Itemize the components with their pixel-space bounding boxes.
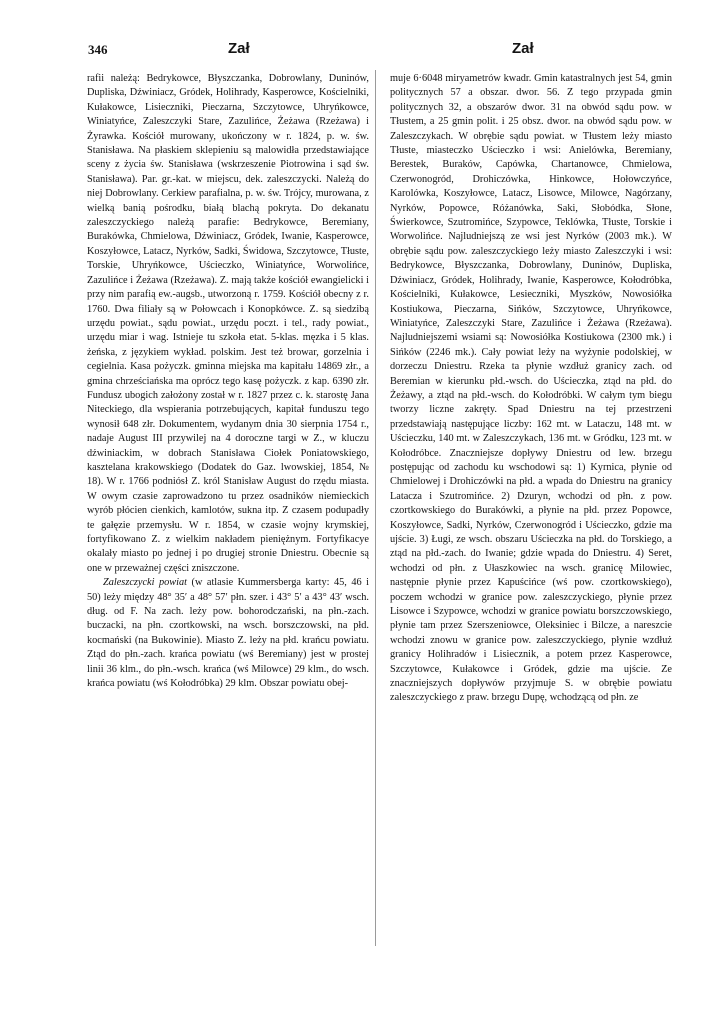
column-divider (375, 70, 376, 946)
page-number: 346 (88, 42, 108, 57)
running-headword-left: Zał (228, 40, 250, 57)
page-header (0, 40, 720, 62)
entry-body: (w atlasie Kummersberga karty: 45, 46 i 50) leży między 48° 35′ a 48° 57′ płn. szer. i 43° 5′ a 43° 43′ wsch. dług. od F. Na zach. leży pow. bohorodczański, na płn.-zach. buczacki, na płn. czortkowski, na wsch. borszczowski, na płd. kocmański (na Bukowinie). Miasto Z. leży na płd. krańcu powiatu. Ztąd do płn.-zach. krańca powiatu (wś Beremiany) jest w prostej linii 36 klm., do płn.-wsch. krańca (wś Milowce) 29 klm., do wsch. krańca powiatu (wś Kołodróbka) 29 klm. Obszar powiatu obej- (87, 577, 369, 690)
entry-zaleszczyki-continuation: rafii należą: Bedrykowce, Błyszczanka, Dobrowlany, Duninów, Dupliska, Dźwiniacz, Gródek, Holihrady, Kasperowce, Kościelniki, Kułakowce, Lisieczniki, Pieczarna, Szczytowce, Uhryńkowce, Winiatyńce, Zaleszczyki Stare, Zazulińce, Żeżawa (Rzeżawa) i Żyrawka. Kościół murowany, ukończony w r. 1824, p. w. św. Stanisława. Na płaskiem sklepieniu są malowidła przedstawiające sceny z życia św. Stanisława (wskrzeszenie Piotrowina i sąd św. Stanisława). Par. gr.-kat. w miejscu, dek. zaleszczycki. Należą do niej Dobrowlany. Cerkiew parafialna, p. w. św. Trójcy, murowana, z wielką banią pośrodku, białą blachą pokryta. Do dekanatu zaleszczyckiego należą parafie: Bedrykowce, Beremiany, Burakówka, Chmielowa, Dźwiniacz, Gródek, Iwanie, Kasperowce, Koszyłowce, Latacz, Nyrków, Sadki, Świdowa, Szczytowce, Tłuste, Torskie, Uhryńkowce, Uścieczko, Winiatyńce, Worwolińce, Zazulińce i Żeżawa (Rzeżawa). Z. mają także kościół ewangielicki i przy nim parafią ew.-augsb., utworzoną r. 1759. Kościół obecny z r. 1760. Dwa filiały są w Połowcach i Konopkówce. Z. są siedzibą urzędu powiat., sądu powiat., urzędu poczt. i tel., rady powiat., urzędu miar i wag. Istnieje tu szkoła etat. 5-klas. męzka i 5 klas. żeńska, z językiem wykład. polskim. Jest też browar, gorzelnia i cegielnia. Kasa pożyczk. gminna miejska ma kapitału 14869 złr., a gmina chrześciańska ma oprócz tego kasę pożyczk. z kap. 6390 złr. Fundusz ubogich założony został w r. 1827 przez c. k. starostę Jana Niteckiego, dla wspierania potrzebujących, kapitał funduszu tego wynosił 648 złr. Dokumentem, wydanym dnia 30 sierpnia 1754 r., nadaje August III przywilej na 4 doroczne targi w Z., w kluczu dźwiniackim, w dobrach Stanisława Ciołek Poniatowskiego, kasztelana krakowskiego (Dodatek do Gaz. lwowskiej, 1854, № 18). W r. 1766 podniósł Z. król Stanisław August do rzędu miasta. W owym czasie zaprowadzono tu przez osadników niemieckich wyrób płócien cienkich, kamlotów, sukna itp. Z czasem podupadły te gałęzie przemysłu. W r. 1854, w czasie wojny krymskiej, fortyfikowano Z. z wielkim nakładem pieniężnym. Fortyfikacye okalały miasto po jednej i po drugiej stronie Dniestru. Obecnie są one w przeważnej części zniszczone. (87, 73, 369, 574)
entry-zaleszczycki-powiat (87, 576, 369, 691)
right-text-column (390, 72, 672, 706)
running-headword-right: Zał (512, 40, 534, 57)
entry-powiat-continuation: muje 6·6048 miryametrów kwadr. Gmin katastralnych jest 54, gmin politycznych 57 a obszar. dwor. 56. Z tego przypada gmin politycznych 32, a obszarów dwor. 31 na obwód sądu pow. w Tłustem, a 25 gmin polit. i 25 obsz. dwor. na obwód sądu pow. w Zaleszczykach. W obrębie sądu powiat. w Tłustem leży miasto Tłuste, miasteczko Uścieczko i wsi: Anielówka, Beremiany, Berestek, Buraków, Capówka, Chartanowce, Chmielowa, Czerwonogród, Drohiczówka, Hinkowce, Hołowczyńce, Karolówka, Koszyłowce, Latacz, Lisowce, Milowce, Nagórzany, Nyrków, Popowce, Różanówka, Saki, Słobódka, Słone, Świerkowce, Szutromińce, Szypowce, Teklówka, Tłuste, Torskie i Worwolińce. Najludniejszą ze wsi jest Nyrków (2003 mk.). W obrębie sądu pow. zaleszczyckiego leży miasto Zaleszczyki i wsi: Bedrykowce, Błyszczanka, Dobrowlany, Duninów, Dupliska, Dźwiniacz, Gródek, Holihrady, Iwanie, Kasperowce, Kołodróbka, Kościelniki, Kułakowce, Lesieczniki, Myszków, Nowosiółka Kostiukowa, Pieczarna, Sińków, Szczytowce, Uhryńkowce, Winiatyńce, Zaleszczyki Stare, Zazulińce i Żeżawa (Rzeżawa). Najludniejszemi wsiami są: Nowosiółka Kostiukowa (2300 mk.) i Sińków (2246 mk.). Cały powiat leży na wyżynie podolskiej, w dorzeczu Dniestru. Rzeka ta płynie wzdłuż granicy zach. od Beremian w kierunku płd.-wsch. do Uścieczka, ztąd na płd. do Żeżawy, a ztąd na płd.-wsch. do Kołodróbki. W całym tym biegu tworzy liczne zakręty. Spad Dniestru na tej przestrzeni przedstawiają następujące liczby: 162 mt. w Lataczu, 148 mt. w Uścieczku, 140 mt. w Zaleszczykach, 136 mt. w Gródku, 123 mt. w Kołodróbce. Znaczniejsze dopływy Dniestru od lew. brzegu postępując od zachodu ku wschodowi są: 1) Kyrnica, płynie od Chmielowej i Drohiczówki na płd. a wpada do Dniestru na granicy Latacza i Szutromińce. 2) Dzuryn, wchodzi od płn. z pow. czortkowskiego do Burakówki, a płynie na płd. przez Popowce, Koszyłowce, Sadki, Nyrków, Czerwonogród i Uścieczko, gdzie ma ujście. 3) Ługi, ze wsch. obszaru Uścieczka na płd. do Torskiego, a ztąd na płd.-zach. do Iwanie; gdzie wpada do Dniestru. 4) Seret, wchodzi od płn. z Ułaszkowiec na wsch. granicę Milowiec, następnie płynie przez Kapuścińce (wś pow. czortkowskiego), poczem wchodzi w granice pow. zaleszczyckiego, płynie przez Lisowce i Szypowce, wchodzi w granice powiatu borszczowskiego, płynie tam przez Szerszeniowce, Oleksiniec i Bilcze, a nareszcie wchodzi znowu w granice pow. zaleszczyckiego, płynie wzdłuż granicy Holihradów i Lisiecznik, a potem przez Kasperowce, Szczytowce, Kułakowce i Gródek, gdzie ma ujście. Ze znaczniejszych dopływów przyjmuje S. w obrębie powiatu zaleszczyckiego z praw. brzegu Dupę, wchodzącą od płn. ze (390, 73, 672, 704)
left-text-column (87, 72, 369, 691)
entry-headword: Zaleszczycki powiat (103, 577, 188, 589)
